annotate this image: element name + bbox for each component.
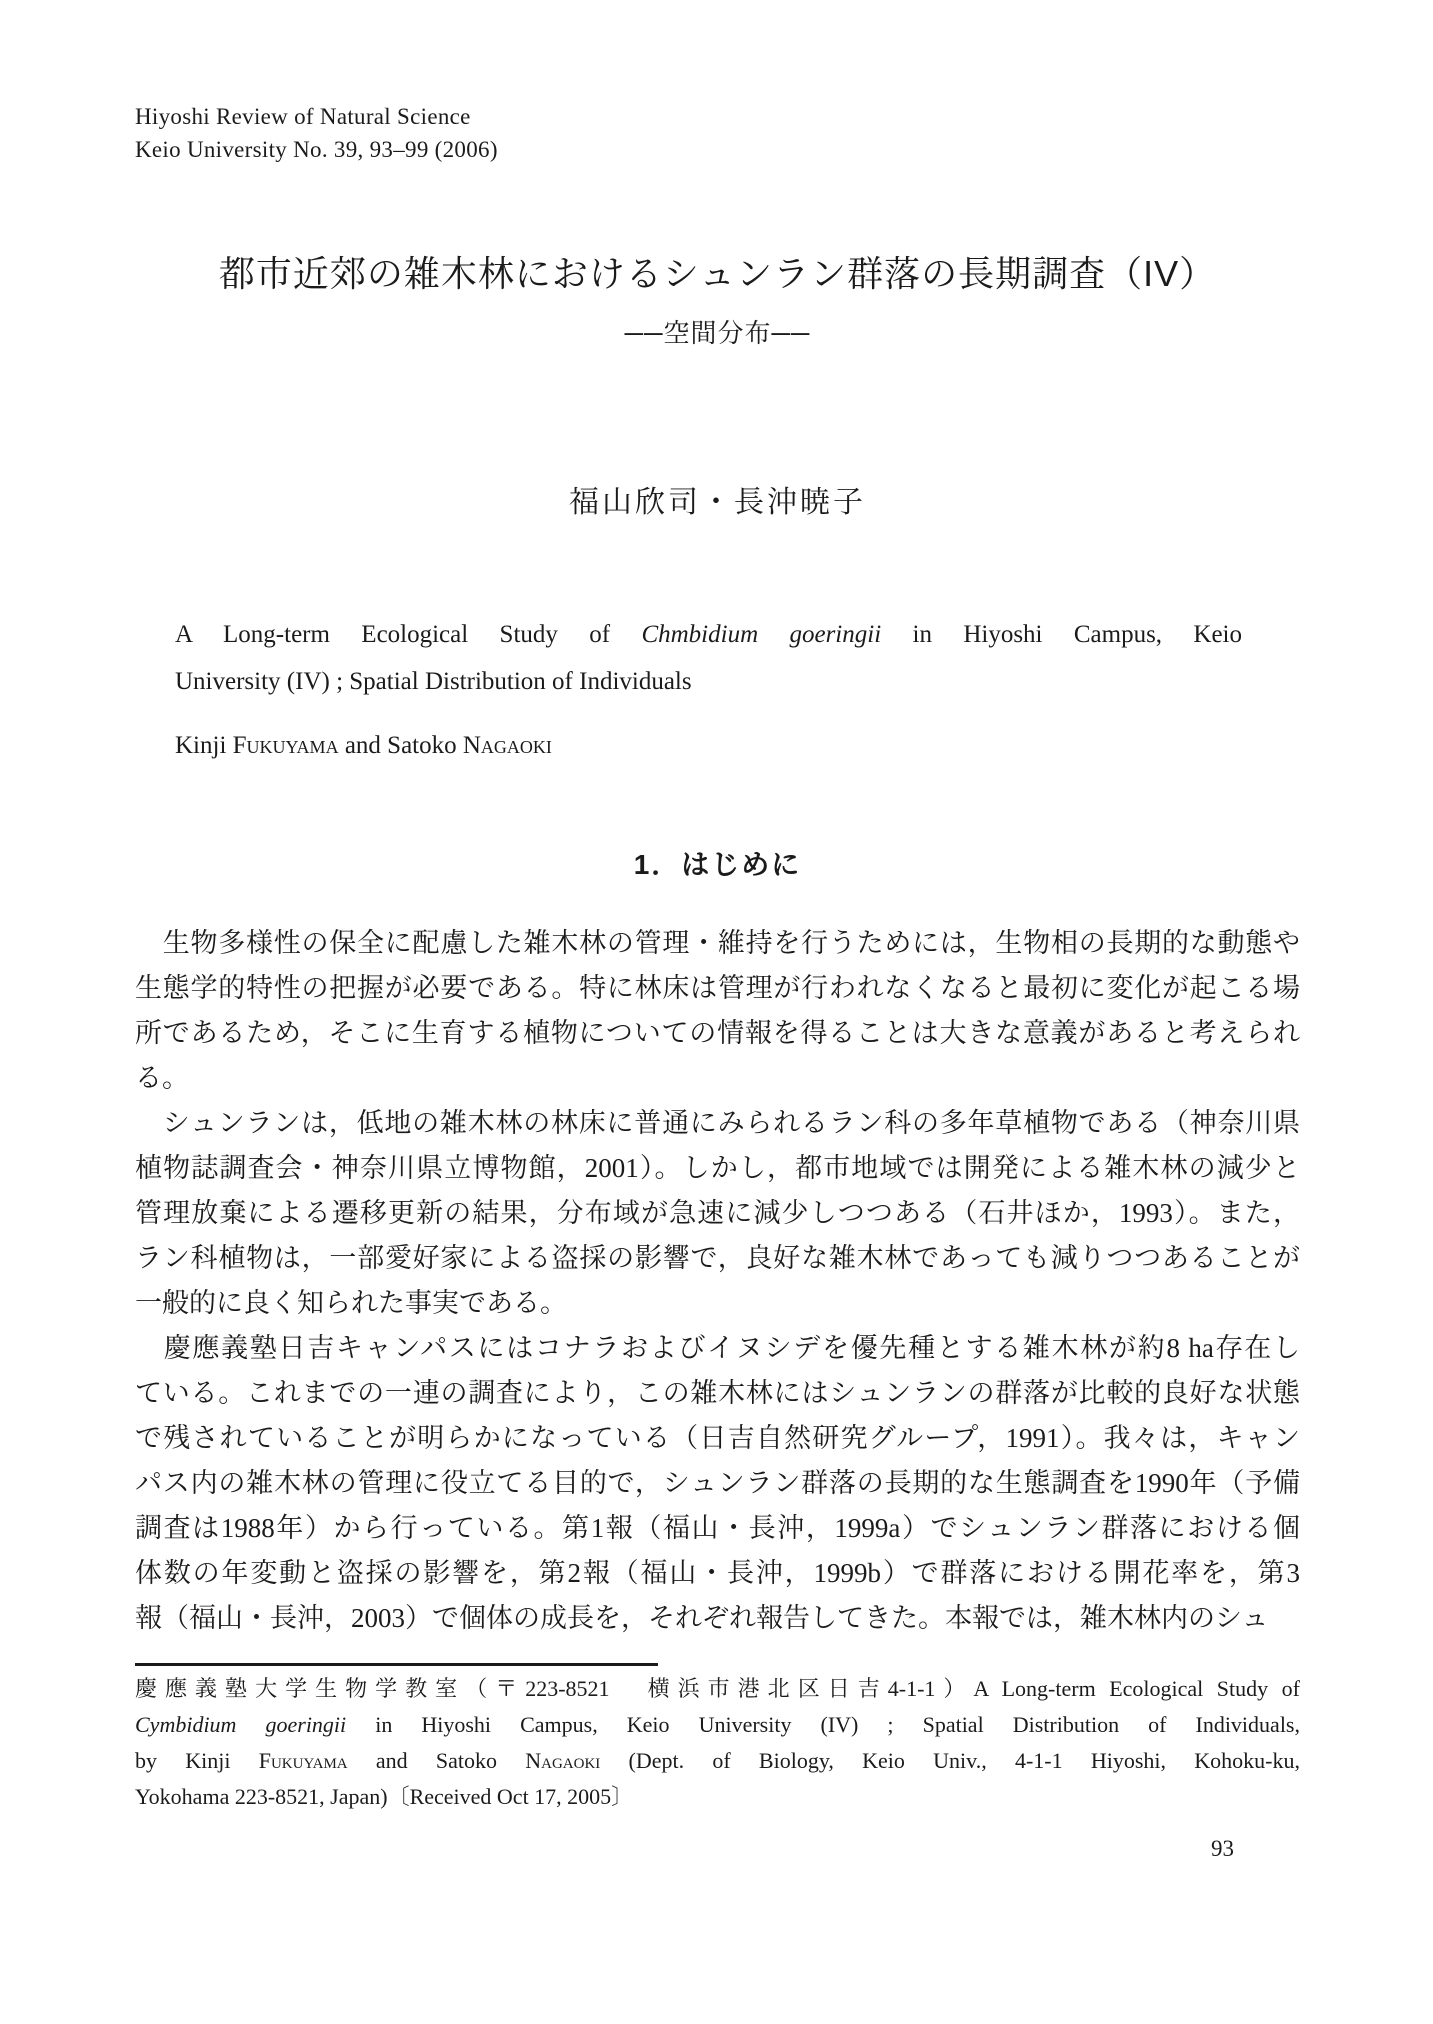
- text-segment: Yokohama 223-8521, Japan)〔Received Oct 17, 2005〕: [135, 1784, 634, 1809]
- text-segment: Nagaoki: [462, 732, 552, 759]
- body-line: ラン科植物は，一部愛好家による盗採の影響で，良好な雑木林であっても減りつつあることが: [135, 1243, 1300, 1273]
- text-segment: (Dept. of Biology, Keio Univ., 4-1-1 Hiyoshi, Kohoku-ku,: [600, 1748, 1300, 1773]
- body-line: ている。これまでの一連の調査により，この雑木林にはシュンランの群落が比較的良好な状態: [135, 1378, 1300, 1408]
- body-line: パス内の雑木林の管理に役立てる目的で，シュンラン群落の長期的な生態調査を1990年（予備: [135, 1468, 1300, 1498]
- footnote-line: [135, 1779, 1300, 1815]
- body-line: 所であるため，そこに生育する植物についての情報を得ることは大きな意義があると考えられ: [135, 1018, 1300, 1048]
- footnote-line: [135, 1671, 1300, 1707]
- text-segment: and Satoko: [338, 732, 463, 759]
- authors-japanese: 福山欣司・長沖暁子: [569, 486, 866, 519]
- english-title-line: [175, 658, 1242, 705]
- body-line: る。: [135, 1063, 189, 1093]
- text-segment: University (IV) ; Spatial Distribution of Individuals: [175, 668, 692, 695]
- body-line: 調査は1988年）から行っている。第1報（福山・長沖，1999a）でシュンラン群落における個: [135, 1513, 1300, 1543]
- footnote-block: [135, 1671, 1300, 1815]
- text-segment: in Hiyoshi Campus, Keio: [881, 621, 1243, 648]
- body-line: 植物誌調査会・神奈川県立博物館，2001）。しかし，都市地域では開発による雑木林の減少と: [135, 1153, 1300, 1183]
- body-line: で残されていることが明らかになっている（日吉自然研究グループ，1991）。我々は，キャン: [135, 1423, 1300, 1453]
- body-line: 生物多様性の保全に配慮した雑木林の管理・維持を行うためには，生物相の長期的な動態や: [135, 928, 1300, 958]
- authors-english: [175, 727, 1300, 765]
- text-segment: in Hiyoshi Campus, Keio University (IV) ; Spatial Distribution of Individuals,: [346, 1712, 1300, 1737]
- body-line: 体数の年変動と盗採の影響を，第2報（福山・長沖，1999b）で群落における開花率を，第3: [135, 1558, 1300, 1588]
- body-line: 一般的に良く知られた事実である。: [135, 1288, 567, 1318]
- paper-subtitle-japanese: ──空間分布──: [624, 319, 811, 348]
- text-segment: 慶應義塾大学生物学教室（〒223-8521 横浜市港北区日吉4-1-1）A Long-term Ecological Study of: [135, 1676, 1300, 1701]
- text-segment: and Satoko: [347, 1748, 526, 1773]
- english-title-line: [175, 611, 1242, 658]
- journal-name: Hiyoshi Review of Natural Science: [135, 104, 471, 129]
- text-segment: Kinji: [175, 732, 233, 759]
- text-segment: Chmbidium goeringii: [641, 621, 882, 648]
- body-line: 慶應義塾日吉キャンパスにはコナラおよびイヌシデを優先種とする雑木林が約8 ha存在し: [135, 1333, 1300, 1363]
- section-1-heading: 1．はじめに: [633, 849, 802, 880]
- text-segment: Fukuyama: [232, 732, 339, 759]
- body-line: 生態学的特性の把握が必要である。特に林床は管理が行われなくなると最初に変化が起こる場: [135, 973, 1300, 1003]
- page-number: 93: [1211, 1836, 1234, 1861]
- body-line: 報（福山・長沖，2003）で個体の成長を，それぞれ報告してきた。本報では，雑木林内のシュ: [135, 1603, 1269, 1633]
- paper-title-english: [175, 611, 1242, 705]
- text-segment: Fukuyama: [258, 1748, 348, 1773]
- footnote-line: [135, 1743, 1300, 1779]
- body-line: 管理放棄による遷移更新の結果，分布域が急速に減少しつつある（石井ほか，1993）。また，: [135, 1198, 1300, 1228]
- journal-issue: Keio University No. 39, 93–99 (2006): [135, 137, 498, 162]
- text-segment: A Long-term Ecological Study of: [175, 621, 642, 648]
- page-content: [0, 100, 1433, 1865]
- body-line: シュンランは，低地の雑木林の林床に普通にみられるラン科の多年草植物である（神奈川県: [135, 1108, 1300, 1138]
- paper-title-japanese: 都市近郊の雑木林におけるシュンラン群落の長期調査（IV）: [218, 253, 1217, 294]
- body-paragraphs: [135, 921, 1300, 1641]
- text-segment: Nagaoki: [525, 1748, 601, 1773]
- footnote-rule: [135, 1663, 658, 1666]
- text-segment: by Kinji: [135, 1748, 259, 1773]
- journal-header: [135, 100, 1300, 166]
- text-segment: Cymbidium goeringii: [135, 1712, 347, 1737]
- footnote-line: [135, 1707, 1300, 1743]
